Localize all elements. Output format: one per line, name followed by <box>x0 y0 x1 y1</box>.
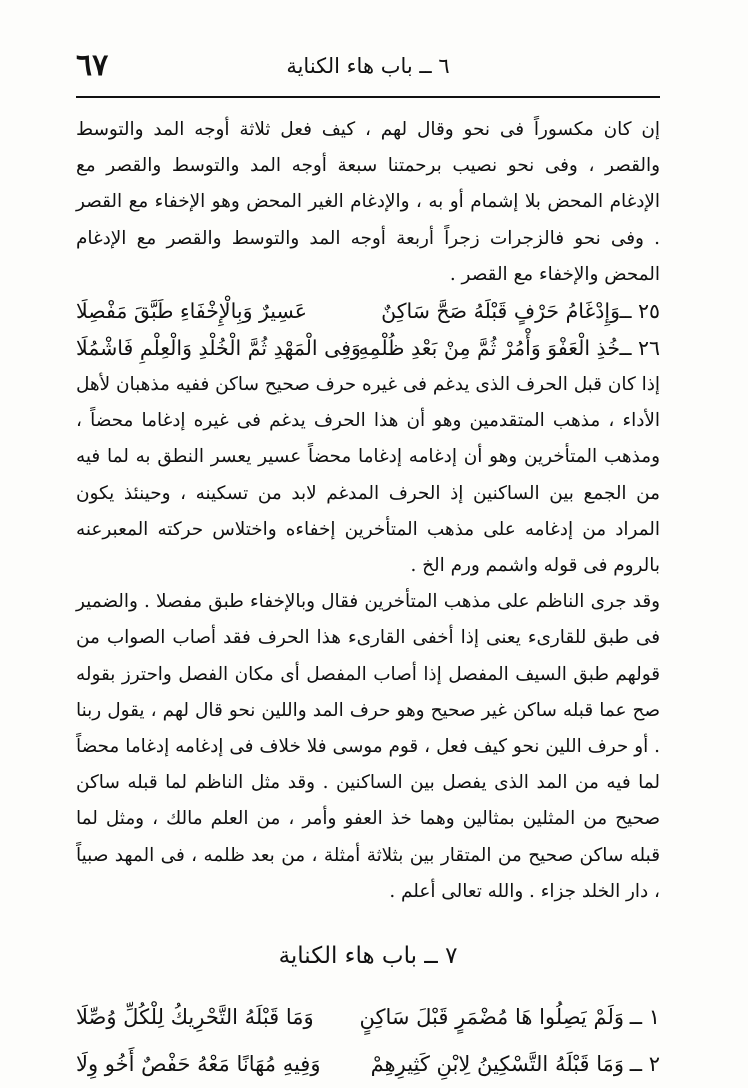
verse-line <box>76 994 660 1041</box>
verse-block <box>76 293 660 367</box>
verse-number: ٢٥ ــ <box>619 299 660 324</box>
paragraph: وقد جرى الناظم على مذهب المتأخرين فقال وبالإخفاء طبق مفصلا . والضمير فى طبق للقارىء يعنى إذا أخفى القارىء هذا الحرف فقد أصاب الصواب من قولهم طبق السيف المفصل إذا أصاب المفصل أى مكان الفصل واحترز بقوله صح عما قبله ساكن غير صحيح وهو حرف المد واللين نحو قال لهم ، يقول ربنا . أو حرف اللين نحو كيف فعل ، قوم موسى فلا خلاف فى إدغامه إدغاما محضاً لما فيه من المد الذى يفصل بين الساكنين . وقد مثل الناظم لما قبله ساكن صحيح من المثلين بمثالين وهما خذ العفو وأمر ، من العلم مالك ، ومثل لما قبله ساكن صحيح من المتقار بين بثلاثة أمثلة ، من بعد ظلمه ، فى المهد صبياً ، دار الخلد جزاء . والله تعالى أعلم . <box>76 591 660 902</box>
verse-line <box>76 293 660 330</box>
verse-first-hemistich: خُذِ الْعَفْوَ وَأْمُرْ ثُمَّ مِنْ بَعْدِ ظُلْمِهِ <box>358 336 620 361</box>
verse-number: ٢ ــ <box>629 1052 660 1077</box>
section-title: ٧ ــ باب هاء الكناية <box>278 943 458 970</box>
verse-second-hemistich: وَفِى الْمَهْدِ ثُمَّ الْخُلْدِ وَالْعِلْمِ فَاشْمُلَا <box>76 336 361 361</box>
verse-block <box>76 994 660 1088</box>
verse-line <box>76 330 660 367</box>
verse-number: ١ ــ <box>629 1005 660 1030</box>
paragraph: إذا كان قبل الحرف الذى يدغم فى غيره حرف صحيح ساكن ففيه مذهبان لأهل الأداء ، مذهب المتقدمين وهو أن هذا الحرف يدغم فى غيره إدغاما محضاً ، ومذهب المتأخرين وهو أن إدغامه إدغاما محضاً عسير يعسر النطق به لما فيه من الجمع بين الساكنين إذ الحرف المدغم لابد من تسكينه ، وحينئذ يكون المراد من إدغامه على مذهب المتأخرين إخفاءه واختلاس حركته المعبرعنه بالروم فى قوله واشمم ورم الخ . <box>76 374 660 577</box>
verse-first-hemistich: وَلَمْ يَصِلُوا هَا مُضْمَرٍ قَبْلَ سَاكِنٍ <box>359 1005 624 1030</box>
running-title: ٦ ــ باب هاء الكناية <box>286 54 450 78</box>
page-header <box>76 42 660 98</box>
verse-second-hemistich: وَفِيهِ مُهَانًا مَعْهُ حَفْصٌ أَخُو وِلَا <box>76 1052 321 1077</box>
verse-second-hemistich: عَسِيرٌ وَبِالْإِخْفَاءِ طَبَّقَ مَفْصِلَا <box>76 299 307 324</box>
page-number: ٦٧ <box>76 48 109 83</box>
verse-second-hemistich: وَمَا قَبْلَهُ التَّحْرِيكُ لِلْكُلِّ وُصِّلَا <box>76 1005 314 1030</box>
verse-number: ٢٦ ــ <box>619 336 660 361</box>
verse-first-hemistich: وَإِدْغَامُ حَرْفٍ قَبْلَهُ صَحَّ سَاكِنٌ <box>381 299 620 324</box>
body-text <box>76 112 660 1088</box>
paragraph: إن كان مكسوراً فى نحو وقال لهم ، كيف فعل ثلاثة أوجه المد والتوسط والقصر ، وفى نحو نصيب برحمتنا سبعة أوجه المد والتوسط والقصر مع الإدغام المحض بلا إشمام أو به ، والإدغام الغير المحض وهو الإخفاء مع القصر . وفى نحو فالزجرات زجراً أربعة أوجه المد والتوسط والقصر مع الإدغام المحض والإخفاء مع القصر . <box>76 119 660 285</box>
verse-line <box>76 1041 660 1088</box>
verse-first-hemistich: وَمَا قَبْلَهُ التَّسْكِينُ لِابْنِ كَثِيرِهِمْ <box>370 1052 624 1077</box>
